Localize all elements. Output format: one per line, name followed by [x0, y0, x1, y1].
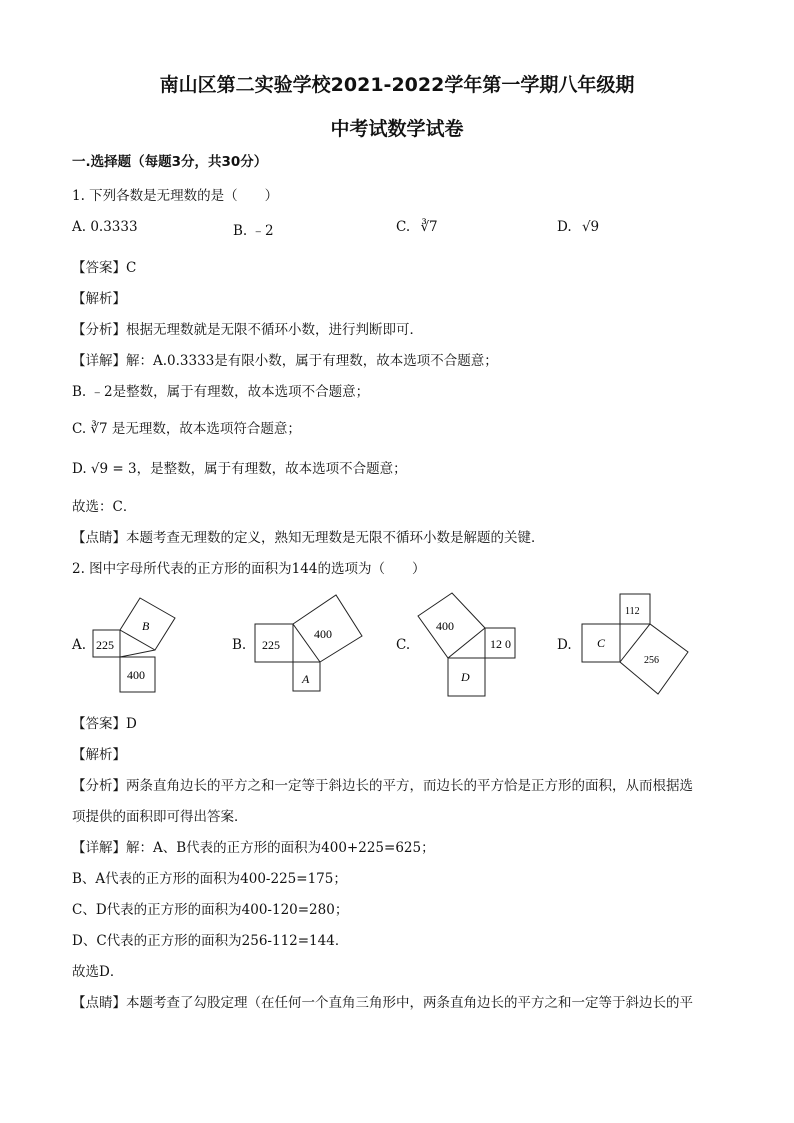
fig-b-left-square: 225 — [262, 638, 280, 652]
q1-option-d — [557, 219, 599, 235]
q2-detail-3: C、D代表的正方形的面积为400-120=280； — [72, 902, 349, 918]
q1-option-b: B. ﹣2 — [233, 223, 274, 239]
fig-b-bottom-square: A — [302, 672, 310, 686]
page-subtitle: 中考试数学试卷 — [330, 118, 464, 140]
q1-option-c-value: ∛7 — [420, 219, 438, 235]
q2-option-c-label: C. — [396, 637, 411, 653]
fig-a-bottom-square: 400 — [127, 668, 145, 682]
q1-option-c-label: C. — [396, 219, 411, 235]
q1-option-d-value: √9 — [581, 219, 600, 235]
q2-figure-b — [250, 590, 370, 695]
q1-detail: 【详解】解：A.0.3333是有限小数，属于有理数，故本选项不合题意； — [72, 353, 498, 369]
q2-stem: 2. 图中字母所代表的正方形的面积为144的选项为（ ） — [72, 561, 426, 577]
q2-option-d-label: D. — [557, 637, 572, 653]
fig-c-bottom-square: D — [461, 670, 470, 684]
q1-option-d-label: D. — [557, 219, 572, 235]
page-title: 南山区第二实验学校2021-2022学年第一学期八年级期 — [159, 74, 635, 96]
q2-option-b-label: B. — [232, 637, 247, 653]
q2-figure-a — [85, 588, 195, 698]
q1-answer: 【答案】C — [72, 260, 137, 276]
fig-a-tilted-square: B — [142, 619, 150, 633]
q2-analysis-2: 项提供的面积即可得出答案． — [72, 809, 248, 825]
q2-detail: 【详解】解：A、B代表的正方形的面积为400+225=625； — [72, 840, 435, 856]
q2-comment: 【点睛】本题考查了勾股定理（在任何一个直角三角形中，两条直角边长的平方之和一定等于斜边长的平 — [72, 995, 693, 1011]
fig-b-tilted-square: 400 — [314, 627, 332, 641]
q1-stem: 1. 下列各数是无理数的是（ ） — [72, 188, 279, 204]
q1-choice: 故选：C． — [72, 499, 137, 515]
q1-jiexi: 【解析】 — [72, 291, 126, 307]
fig-c-tilted-square: 400 — [436, 619, 454, 633]
fig-d-left-square: C — [597, 636, 606, 650]
fig-a-left-square: 225 — [96, 638, 114, 652]
q2-analysis-1: 【分析】两条直角边长的平方之和一定等于斜边长的平方，而边长的平方恰是正方形的面积，从而根据选 — [72, 778, 693, 794]
q1-option-c — [396, 219, 438, 235]
q2-figure-c — [412, 588, 522, 698]
q2-detail-2: B、A代表的正方形的面积为400-225=175； — [72, 871, 347, 887]
q2-answer: 【答案】D — [72, 716, 137, 732]
section-heading: 一.选择题（每题3分，共30分） — [72, 154, 268, 170]
q1-detail-b: B. ﹣2是整数，属于有理数，故本选项不合题意； — [72, 384, 370, 400]
fig-d-top-square: 112 — [625, 606, 640, 617]
q2-detail-4: D、C代表的正方形的面积为256-112=144． — [72, 933, 349, 949]
fig-c-right-square: 12 0 — [490, 637, 511, 651]
q1-option-a: A. 0.3333 — [72, 219, 138, 235]
fig-d-tilted-square: 256 — [644, 655, 659, 666]
q2-option-a-label: A. — [72, 637, 87, 653]
q2-choice: 故选D． — [72, 964, 124, 980]
q1-analysis: 【分析】根据无理数就是无限不循环小数，进行判断即可． — [72, 322, 423, 338]
q2-figure-d — [578, 590, 693, 700]
q1-detail-c: C. ∛7 是无理数，故本选项符合题意； — [72, 421, 301, 437]
q1-detail-d: D. √9 = 3，是整数，属于有理数，故本选项不合题意； — [72, 461, 407, 477]
q2-jiexi: 【解析】 — [72, 747, 126, 763]
q1-comment: 【点睛】本题考查无理数的定义，熟知无理数是无限不循环小数是解题的关键． — [72, 530, 545, 546]
